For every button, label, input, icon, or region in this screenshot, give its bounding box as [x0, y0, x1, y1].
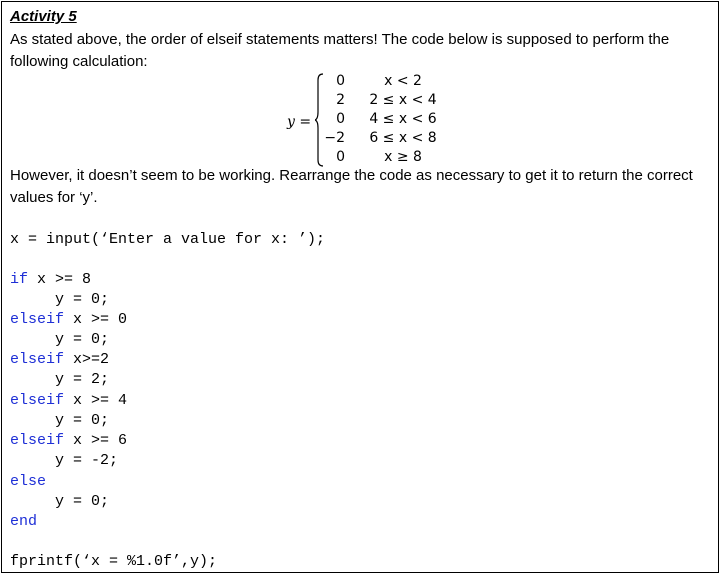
code-keyword: elseif — [10, 432, 65, 449]
piecewise-equation — [287, 72, 447, 168]
code-condition: x >= 0 — [64, 311, 128, 328]
code-line-elseif — [10, 310, 127, 330]
code-line-end — [10, 512, 37, 532]
case-condition: 4 ≤ x < 6 — [369, 111, 437, 127]
code-keyword: end — [10, 513, 38, 530]
code-body-line: y = -2; — [10, 452, 119, 469]
code-body-line: y = 0; — [10, 331, 110, 348]
activity-title: Activity 5 — [10, 8, 77, 25]
code-condition: x>=2 — [64, 351, 110, 368]
case-condition: 6 ≤ x < 8 — [369, 130, 437, 146]
code-body-line: y = 2; — [10, 371, 110, 388]
case-condition: x ≥ 8 — [384, 149, 422, 165]
code-body-line: y = 0; — [10, 493, 110, 510]
code-body-line: y = 0; — [10, 291, 110, 308]
code-condition: x >= 4 — [64, 392, 128, 409]
case-value: 0 — [336, 111, 345, 127]
equation-lhs: y = — [287, 114, 312, 130]
case-value: 0 — [336, 149, 345, 165]
case-value: 0 — [336, 73, 345, 89]
code-line-else — [10, 472, 46, 492]
code-body-line: y = 0; — [10, 412, 110, 429]
code-keyword: else — [10, 473, 47, 490]
code-keyword: elseif — [10, 392, 65, 409]
instructions-paragraph: However, it doesn’t seem to be working. Rearrange the code as necessary to get it to return the correct values for ‘y’. — [10, 167, 693, 206]
code-input-line: x = input(‘Enter a value for x: ’); — [10, 231, 326, 248]
code-fprintf-line: fprintf(‘x = %1.0f’,y); — [10, 553, 218, 570]
code-condition: x >= 8 — [28, 271, 92, 288]
intro-paragraph: As stated above, the order of elseif statements matters! The code below is supposed to perform the following calculation: — [10, 31, 670, 70]
code-keyword: elseif — [10, 311, 65, 328]
activity-box — [1, 1, 719, 573]
code-line-if — [10, 270, 91, 290]
code-condition: x >= 6 — [64, 432, 128, 449]
code-keyword: elseif — [10, 351, 65, 368]
code-line-elseif — [10, 431, 127, 451]
code-keyword: if — [10, 271, 29, 288]
case-condition: 2 ≤ x < 4 — [369, 92, 437, 108]
code-line-elseif — [10, 350, 109, 370]
case-value: −2 — [324, 130, 345, 146]
case-value: 2 — [336, 92, 345, 108]
code-line-elseif — [10, 391, 127, 411]
case-condition: x < 2 — [384, 73, 422, 89]
